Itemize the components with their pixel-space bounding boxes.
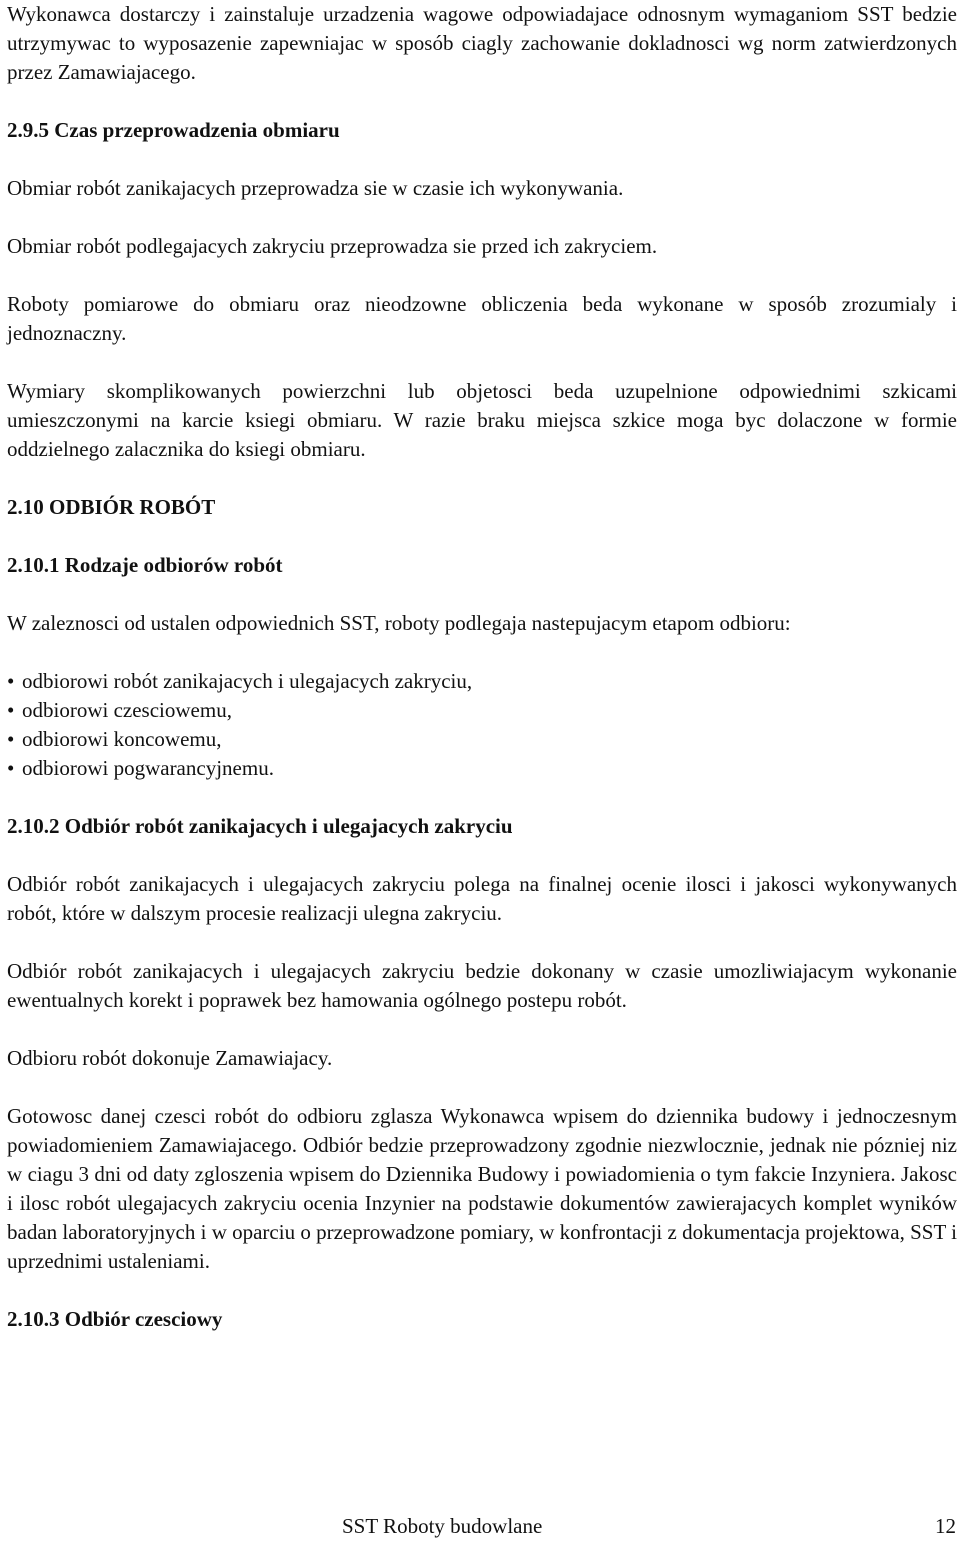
paragraph-odbior-polega: Odbiór robót zanikajacych i ulegajacych zakryciu polega na finalnej ocenie ilosci i jakosci wykonywanych robót, które w dalszym procesie realizacji ulegna zakryciu. (7, 872, 957, 925)
paragraph-etapy-odbioru: W zaleznosci od ustalen odpowiednich SST, roboty podlegaja nastepujacym etapom odbioru: (7, 611, 791, 635)
paragraph-odbior-czas: Odbiór robót zanikajacych i ulegajacych zakryciu bedzie dokonany w czasie umozliwiajacym wykonanie ewentualnych korekt i poprawek bez hamowania ogólnego postepu robót. (7, 959, 957, 1012)
paragraph-obmiar-zanikajacych: Obmiar robót zanikajacych przeprowadza sie w czasie ich wykonywania. (7, 176, 624, 200)
page-number: 12 (935, 1514, 956, 1538)
paragraph-equipment: Wykonawca dostarczy i zainstaluje urzadzenia wagowe odpowiadajace odnosnym wymaganiom SST bedzie utrzymywac to wyposazenie zapewniajac w sposób ciagly zachowanie dokladnosci wg norm zatwierdzonych przez Zamawiajacego. (7, 2, 957, 84)
paragraph-obmiar-zakryciu: Obmiar robót podlegajacych zakryciu przeprowadza sie przed ich zakryciem. (7, 234, 658, 258)
heading-2-10-3: 2.10.3 Odbiór czesciowy (7, 1307, 223, 1331)
heading-2-10-2: 2.10.2 Odbiór robót zanikajacych i ulegajacych zakryciu (7, 814, 513, 838)
list-item: • odbiorowi robót zanikajacych i ulegajacych zakryciu, (7, 667, 957, 696)
paragraph-wymiary: Wymiary skomplikowanych powierzchni lub objetosci beda uzupelnione odpowiednimi szkicami umieszczonymi na karcie ksiegi obmiaru. W razie braku miejsca szkice moga byc dolaczone w formie oddzielnego zalacznika do ksiegi obmiaru. (7, 379, 957, 461)
heading-2-9-5: 2.9.5 Czas przeprowadzenia obmiaru (7, 118, 340, 142)
paragraph-gotowosc: Gotowosc danej czesci robót do odbioru zglasza Wykonawca wpisem do dziennika budowy i jednoczesnym powiadomieniem Zamawiajacego. Odbiór bedzie przeprowadzony zgodnie niezwlocznie, jednak nie pózniej niz w ciagu 3 dni od daty zgloszenia wpisem do Dziennika Budowy i powiadomienia o tym fakcie Inzyniera. Jakosc i ilosc robót ulegajacych zakryciu ocenia Inzynier na podstawie dokumentów zawierajacych komplet wyników badan laboratoryjnych i w oparciu o przeprowadzone pomiary, w konfrontacji z dokumentacja projektowa, SST i uprzednimi ustaleniami. (7, 1104, 957, 1273)
list-item: • odbiorowi koncowemu, (7, 725, 957, 754)
paragraph-roboty-pomiarowe: Roboty pomiarowe do obmiaru oraz nieodzowne obliczenia beda wykonane w sposób zrozumialy i jednoznaczny. (7, 292, 957, 345)
heading-2-10: 2.10 ODBIÓR ROBÓT (7, 495, 216, 519)
footer-title: SST Roboty budowlane (342, 1514, 543, 1538)
list-item: • odbiorowi czesciowemu, (7, 696, 957, 725)
odbior-stages-list (7, 667, 957, 783)
list-item: • odbiorowi pogwarancyjnemu. (7, 754, 957, 783)
heading-2-10-1: 2.10.1 Rodzaje odbiorów robót (7, 553, 283, 577)
paragraph-odbioru-dokonuje: Odbioru robót dokonuje Zamawiajacy. (7, 1046, 333, 1070)
document-page (7, 0, 957, 1334)
